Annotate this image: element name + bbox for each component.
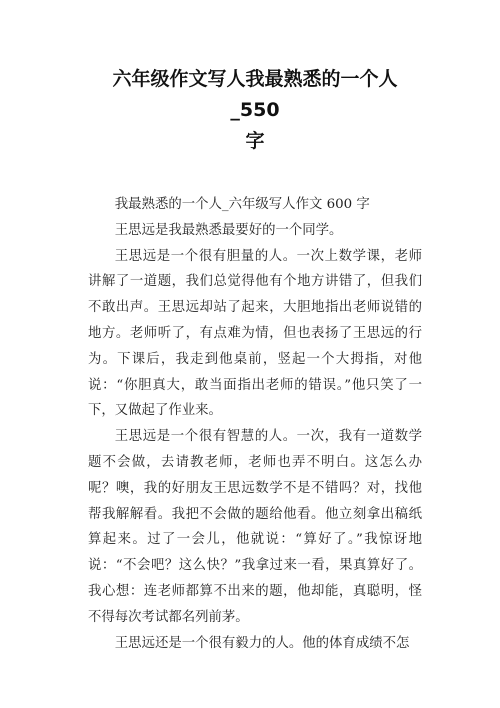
document-body (88, 192, 422, 656)
paragraph-courage: 王思远是一个很有胆量的人。一次上数学课，老师讲解了一道题，我们总觉得他有个地方讲错了，但我们不敢出声。王思远却站了起来，大胆地指出老师说错的地方。老师听了，有点难为情，但也表扬了王思远的行为。下课后，我走到他桌前，竖起一个大拇指，对他说：“你胆真大，敢当面指出老师的错误。”他只笑了一下，又做起了作业来。 (88, 248, 422, 419)
document-title (88, 64, 422, 157)
paragraph-perseverance: 王思远还是一个很有毅力的人。他的体育成绩不怎 (114, 635, 410, 651)
title-line-2: 字 (245, 130, 265, 152)
title-line-1: 六年级作文写人我最熟悉的一个人_550 (112, 68, 398, 121)
subtitle-paragraph: 我最熟悉的一个人_六年级写人作文 600 字 (114, 197, 370, 212)
paragraph-intro: 王思远是我最熟悉最要好的一个同学。 (114, 222, 343, 238)
paragraph-wisdom: 王思远是一个很有智慧的人。一次，我有一道数学题不会做，去请教老师，老师也弄不明白。这怎么办呢？噢，我的好朋友王思远数学不是不错吗？对，找他帮我解解看。我把不会做的题给他看。他立刻拿出稿纸算起来。过了一会儿，他就说：“算好了。”我惊讶地说：“不会吧？这么快？”我拿过来一看，果真算好了。我心想：连老师都算不出来的题，他却能，真聪明，怪不得每次考试都名列前茅。 (88, 429, 422, 625)
